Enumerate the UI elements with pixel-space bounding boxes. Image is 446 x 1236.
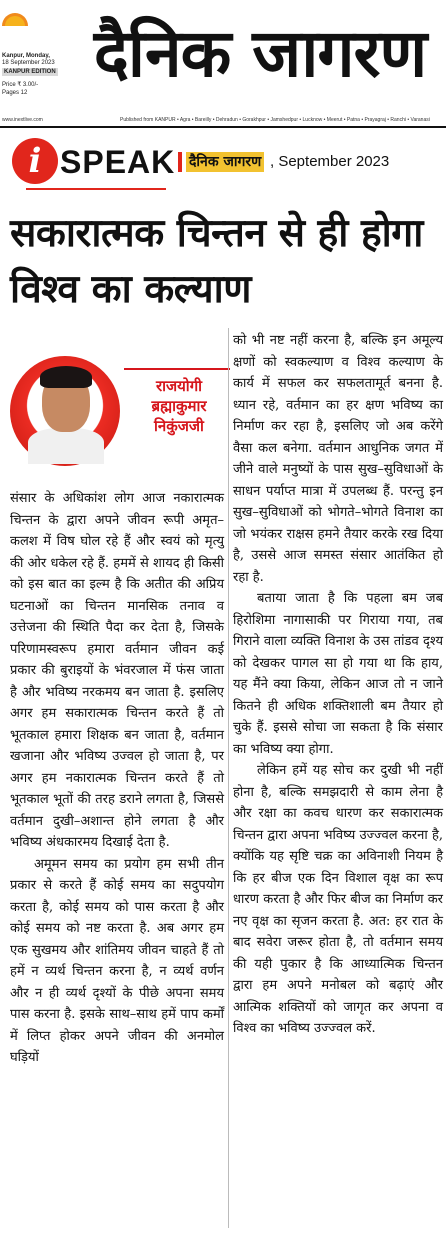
city-date: Kanpur, Monday, — [2, 53, 50, 59]
newspaper-title: दैनिक जागरण — [93, 15, 427, 92]
brand-accent-bar — [178, 152, 182, 172]
author-photo-shirt — [28, 428, 104, 464]
published-from: Published from KANPUR • Agra • Bareilly • Dehradun • Gorakhpur • Jamshedpur • Lucknow • Meerut • Patna • Prayagraj • Ranchi • Varanasi — [120, 117, 430, 123]
issue-date: 18 September 2023 — [2, 60, 55, 66]
paragraph: को भी नष्ट नहीं करना है, बल्कि इन अमूल्य क्षणों को स्वकल्याण व विश्व कल्याण के कार्य में सफल कर सफलतामूर्त बनना है. ध्यान रहे, वर्तमान का हर क्षण भविष्य का निर्माण कर रहा है, इसलिए जो अब करेंगे वैसा कल बनेगा. वर्तमान आधुनिक जगत में जीने वाले मनुष्यों के पास सुख–सुविधाओं के साधन पर्याप्त मात्रा में उपलब्ध हैं. परन्तु इन सुख–सुविधाओं को भोगते–भोगते विनाश का जो भयंकर राक्षस हमने तैयार करके रख दिया है, उससे आज समस्त संसार आतंकित हो रहा है. — [233, 333, 443, 585]
paragraph: अमूमन समय का प्रयोग हम सभी तीन प्रकार से करते हैं कोई समय का सदुपयोग करता है, कोई समय को पास करता है और कोई समय को नष्ट करता है. अब अगर हम एक सुखमय और शांतिमय जीवन चाहते हैं तो हमें न व्यर्थ चिन्तन करना है, न व्यर्थ वर्णन और न ही व्यर्थ दृश्यों के पीछे अपना समय पास करना है. इसके साथ–साथ हमें पाप कर्मों में लिप्त होकर अपने जीवन की अनमोल घड़ियों — [10, 856, 224, 1065]
edition-label: KANPUR EDITION — [4, 69, 56, 75]
author-photo-hair — [40, 366, 92, 388]
ispeak-i-logo-icon: i — [12, 138, 58, 184]
author-title: राजयोगी — [155, 377, 203, 395]
author-org: ब्रह्माकुमार — [151, 397, 207, 415]
author-name-rule — [124, 368, 230, 370]
author-name — [124, 376, 234, 436]
price-label: Price ₹ 3.00/- — [2, 82, 39, 88]
ispeak-word: SPEAK — [60, 144, 176, 180]
masthead-divider — [0, 126, 446, 128]
article-column-2 — [233, 330, 443, 1040]
author-given-name: निकुंजजी — [154, 417, 204, 435]
paragraph: बताया जाता है कि पहला बम जब हिरोशिमा नागासाकी पर गिराया गया, तब गिराने वाला व्यक्ति विनाश के उस तांडव दृश्य को देखकर पागल सा हो गया था कि हाय, यह मैंने क्या किया, लेकिन आज तो न जाने कितने ही अधिक शक्तिशाली बम तैयार हो चुके हैं. इससे सोचा जा सकता है कि संसार का भविष्य क्या होगा. — [233, 591, 443, 757]
sun-logo-icon — [2, 0, 28, 26]
paragraph: लेकिन हमें यह सोच कर दुखी भी नहीं होना है, बल्कि समझदारी से काम लेना है और रक्षा का कवच धारण कर सकारात्मक चिन्तन द्वारा अपना भविष्य उज्ज्वल करना है, क्योंकि यह सृष्टि चक्र का अविनाशी नियम है कि हर बीज एक दिन विशाल वृक्ष का रूप धारण करता है और फिर बीज का निर्माण कर नए वृक्ष का सृजन करता है. अत: हर रात के बाद सवेरा जरूर होता है, तो वर्तमान समय की यही पुकार है कि आध्यात्मिक चिन्तन द्वारा हम अपने मनोबल को बढ़ाएं और आत्मिक शक्तियों को जागृत कर अपना व विश्व का भविष्य उज्ज्वल करें. — [233, 763, 443, 1036]
pages-label: Pages 12 — [2, 90, 28, 96]
article-column-1 — [10, 488, 224, 1069]
column-divider — [228, 328, 229, 1228]
brand-name: दैनिक जागरण — [186, 152, 264, 172]
issue-month: , September 2023 — [270, 153, 390, 170]
paragraph: संसार के अधिकांश लोग आज नकारात्मक चिन्तन के द्वारा अपने जीवन रूपी अमृत–कलश में विष घोल रहे हैं और स्वयं को मृत्यु की ओर धकेल रहे हैं. हममें से शायद ही किसी को इस बात का इल्म है कि अतीत की अप्रिय घटनाओं का चिन्तन मानसिक तनाव व उत्तेजना की स्थिति पैदा कर देता है, जिसके परिणामस्वरूप हमारा वर्तमान जीवन कई प्रकार की बुराइयों के भंवरजाल में फंस जाता है और भविष्य नरकमय बन जाता है. इसलिए अगर हम सकारात्मक चिन्तन करते हैं तो भूतकाल हमारा शिक्षक बन जाता है, वर्तमान खजाना और भविष्य उज्वल हो जाता है, पर अगर हम नकारात्मक चिन्तन करते हैं तो भूतकाल भूतों की तरह डराने लगता है, जिससे वर्तमान दुखी–अशान्त होने लगता है और भविष्य अंधकारमय दिखाई देता है. — [10, 491, 224, 850]
website-link[interactable]: www.inextlive.com — [2, 117, 43, 123]
article-headline: सकारात्मक चिन्तन से ही होगा विश्व का कल्याण — [10, 211, 423, 312]
masthead — [0, 0, 446, 128]
ispeak-underline — [26, 188, 166, 190]
